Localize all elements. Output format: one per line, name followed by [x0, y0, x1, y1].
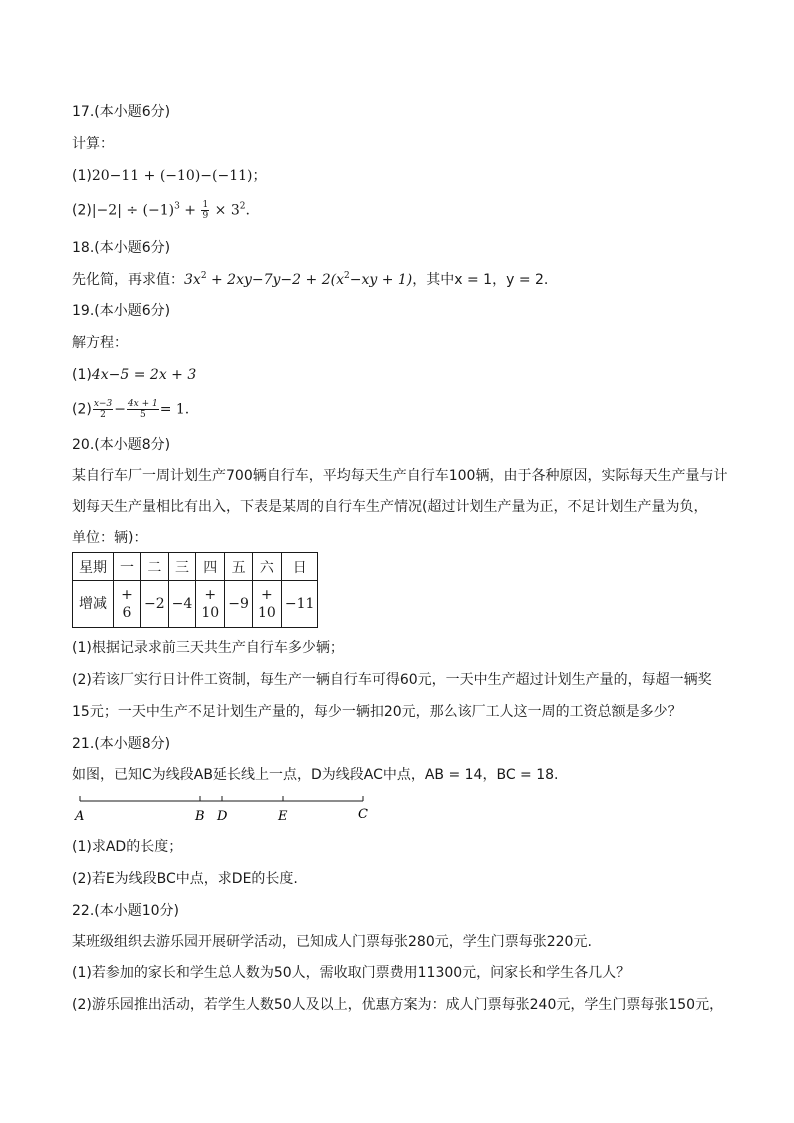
table-header-cell: 六 [252, 553, 281, 581]
q18-expr-a: 3x [184, 272, 201, 288]
q20-header: 20.(本小题8分) [72, 437, 171, 453]
minus-sign: − [114, 401, 126, 418]
q19-part1-expr: 4x−5 = 2x + 3 [91, 367, 197, 383]
table-cell [225, 581, 253, 628]
q19-header: 19.(本小题6分) [72, 303, 171, 319]
q18-pre: 先化简，再求值： [72, 272, 184, 288]
label-B: B [195, 809, 205, 824]
label-E: E [278, 809, 288, 824]
table-header-row [73, 553, 318, 581]
q17-header: 17.(本小题6分) [72, 104, 171, 120]
table-header-cell: 二 [141, 553, 169, 581]
label-D: D [217, 809, 228, 824]
table-cell [141, 581, 169, 628]
q20-sub2-line2: 15元；一天中生产不足计划生产量的，每少一辆扣20元，那么该厂工人这一周的工资总额是多少？ [72, 704, 682, 720]
table-header-cell: 日 [281, 553, 318, 581]
period: . [245, 202, 250, 219]
production-table [72, 552, 318, 628]
cell-sign: + [204, 587, 217, 603]
table-row [73, 581, 318, 628]
q21-header: 21.(本小题8分) [72, 736, 171, 752]
label-C: C [358, 807, 368, 822]
denominator: 5 [139, 410, 146, 420]
cell-value: 10 [201, 605, 220, 621]
table-header-cell: 星期 [73, 553, 114, 581]
part-label: (1) [72, 168, 92, 184]
q18-expr-b: + 2xy−7y−2 + 2(x [206, 272, 344, 288]
table-header-cell: 一 [114, 553, 141, 581]
q17-part2-b: × 3 [210, 202, 240, 219]
cell-value: −9 [228, 596, 249, 612]
table-header-cell: 五 [225, 553, 253, 581]
table-header-cell: 三 [168, 553, 196, 581]
table-row-label: 增减 [73, 581, 114, 628]
fraction [127, 399, 159, 420]
table-cell [114, 581, 141, 628]
table-cell [281, 581, 318, 628]
table-header-cell: 四 [196, 553, 225, 581]
q20-sub1: (1)根据记录求前三天共生产自行车多少辆； [72, 640, 344, 656]
q19-part1 [72, 365, 196, 385]
denominator: 9 [202, 211, 209, 221]
q17-instruction: 计算： [72, 136, 114, 152]
exponent: 3 [174, 201, 180, 212]
q19-part2-rhs: = 1. [159, 401, 190, 418]
table-cell [252, 581, 281, 628]
q21-sub2: (2)若E为线段BC中点，求DE的长度. [72, 871, 298, 887]
q18-expr-c: −xy + 1) [349, 272, 413, 288]
q18-tail: ，其中x = 1，y = 2. [412, 272, 549, 288]
q20-sub2-line1: (2)若该厂实行日计件工资制，每生产一辆自行车可得60元，一天中生产超过计划生产量的，每超一辆奖 [72, 672, 712, 688]
q20-paragraph-line1: 某自行车厂一周计划生产700辆自行车，平均每天生产自行车100辆，由于各种原因，实际每天生产量与计 [72, 468, 728, 484]
plus-sign: + [179, 202, 201, 219]
q22-sub2: (2)游乐园推出活动，若学生人数50人及以上，优惠方案为：成人门票每张240元，学生门票每张150元， [72, 997, 724, 1013]
table-cell [196, 581, 225, 628]
q22-sub1: (1)若参加的家长和学生总人数为50人，需收取门票费用11300元，问家长和学生各几人？ [72, 965, 631, 981]
denominator: 2 [100, 410, 106, 420]
q20-paragraph-line2: 划每天生产量相比有出入，下表是某周的自行车生产情况(超过计划生产量为正，不足计划生产量为负， [72, 499, 708, 515]
q17-part1-expr: 20−11 + (−10)−(−11)； [91, 168, 267, 184]
fraction [93, 399, 113, 420]
q17-part2-a: |−2| ÷ (−1) [91, 202, 175, 219]
q22-header: 22.(本小题10分) [72, 903, 180, 919]
cell-value: 6 [122, 605, 132, 621]
cell-sign: + [261, 587, 273, 603]
label-A: A [75, 809, 85, 824]
q17-part1 [72, 166, 267, 186]
table-cell [168, 581, 196, 628]
exponent: 2 [239, 201, 246, 212]
cell-value: −4 [171, 596, 193, 612]
q22-statement: 某班级组织去游乐园开展研学活动，已知成人门票每张280元，学生门票每张220元. [72, 934, 592, 950]
part-label: (1) [72, 367, 92, 383]
q18-statement [72, 270, 548, 290]
q21-sub1: (1)求AD的长度； [72, 839, 183, 855]
cell-value: 10 [258, 605, 276, 621]
exponent: 2 [200, 271, 207, 281]
q20-paragraph-line3: 单位：辆)： [72, 530, 148, 546]
q19-instruction: 解方程： [72, 335, 128, 351]
numerator: 1 [202, 200, 209, 210]
cell-sign: + [121, 587, 133, 603]
cell-value: −11 [284, 596, 315, 612]
q19-part2 [72, 399, 189, 420]
cell-value: −2 [144, 596, 165, 612]
numerator: x−3 [93, 399, 113, 409]
q21-statement: 如图，已知C为线段AB延长线上一点，D为线段AC中点，AB = 14，BC = 18. [72, 767, 559, 783]
q17-part2 [72, 200, 250, 221]
q18-header: 18.(本小题6分) [72, 240, 171, 256]
part-label: (2) [72, 401, 92, 418]
fraction [201, 200, 209, 221]
part-label: (2) [72, 202, 92, 219]
exponent: 2 [343, 271, 350, 281]
numerator: 4x + 1 [127, 399, 158, 409]
